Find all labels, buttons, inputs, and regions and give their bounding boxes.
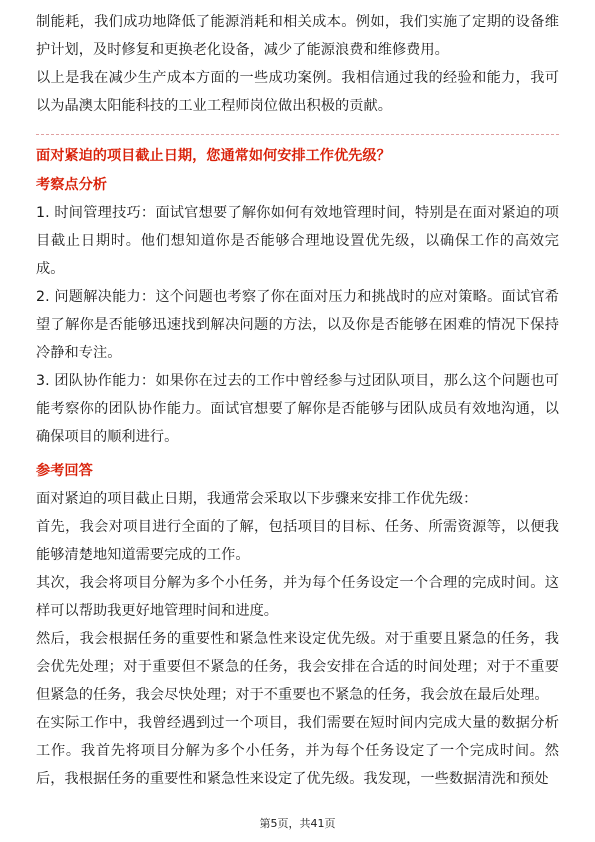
question-title: 面对紧迫的项目截止日期，您通常如何安排工作优先级？ [36, 148, 391, 164]
answer-paragraph-1: 面对紧迫的项目截止日期，我通常会采取以下步骤来安排工作优先级： [36, 491, 478, 507]
document-page [36, 8, 559, 793]
analysis-heading: 考察点分析 [36, 177, 107, 193]
analysis-item-1: 1. 时间管理技巧：面试官想要了解你如何有效地管理时间，特别是在面对紧迫的项目截止日期时。他们想知道你是否能够合理地设置优先级，以确保工作的高效完成。 [36, 205, 559, 277]
answer-paragraph-4: 然后，我会根据任务的重要性和紧急性来设定优先级。对于重要且紧急的任务，我会优先处理；对于重要但不紧急的任务，我会安排在合适的时间处理；对于不重要但紧急的任务，我会尽快处理；对于不重要也不紧急的任务，我会放在最后处理。 [36, 631, 559, 703]
section-divider [36, 134, 559, 135]
analysis-item-3: 3. 团队协作能力：如果你在过去的工作中曾经参与过团队项目，那么这个问题也可能考察你的团队协作能力。面试官想要了解你是否能够与团队成员有效地沟通，以确保项目的顺利进行。 [36, 373, 559, 445]
answer-paragraph-3: 其次，我会将项目分解为多个小任务，并为每个任务设定一个合理的完成时间。这样可以帮助我更好地管理时间和进度。 [36, 575, 559, 619]
intro-paragraph-2: 以上是我在减少生产成本方面的一些成功案例。我相信通过我的经验和能力，我可以为晶澳太阳能科技的工业工程师岗位做出积极的贡献。 [36, 70, 559, 114]
page-footer: 第5页，共41页 [259, 817, 336, 830]
intro-paragraph-1: 制能耗，我们成功地降低了能源消耗和相关成本。例如，我们实施了定期的设备维护计划，及时修复和更换老化设备，减少了能源浪费和维修费用。 [36, 14, 559, 58]
answer-heading: 参考回答 [36, 463, 93, 479]
answer-paragraph-2: 首先，我会对项目进行全面的了解，包括项目的目标、任务、所需资源等，以便我能够清楚地知道需要完成的工作。 [36, 519, 559, 563]
analysis-item-2: 2. 问题解决能力：这个问题也考察了你在面对压力和挑战时的应对策略。面试官希望了解你是否能够迅速找到解决问题的方法，以及你是否能够在困难的情况下保持冷静和专注。 [36, 289, 559, 361]
answer-paragraph-5: 在实际工作中，我曾经遇到过一个项目，我们需要在短时间内完成大量的数据分析工作。我首先将项目分解为多个小任务，并为每个任务设定了一个完成时间。然后，我根据任务的重要性和紧急性来设定了优先级。我发现，一些数据清洗和预处 [36, 715, 559, 787]
